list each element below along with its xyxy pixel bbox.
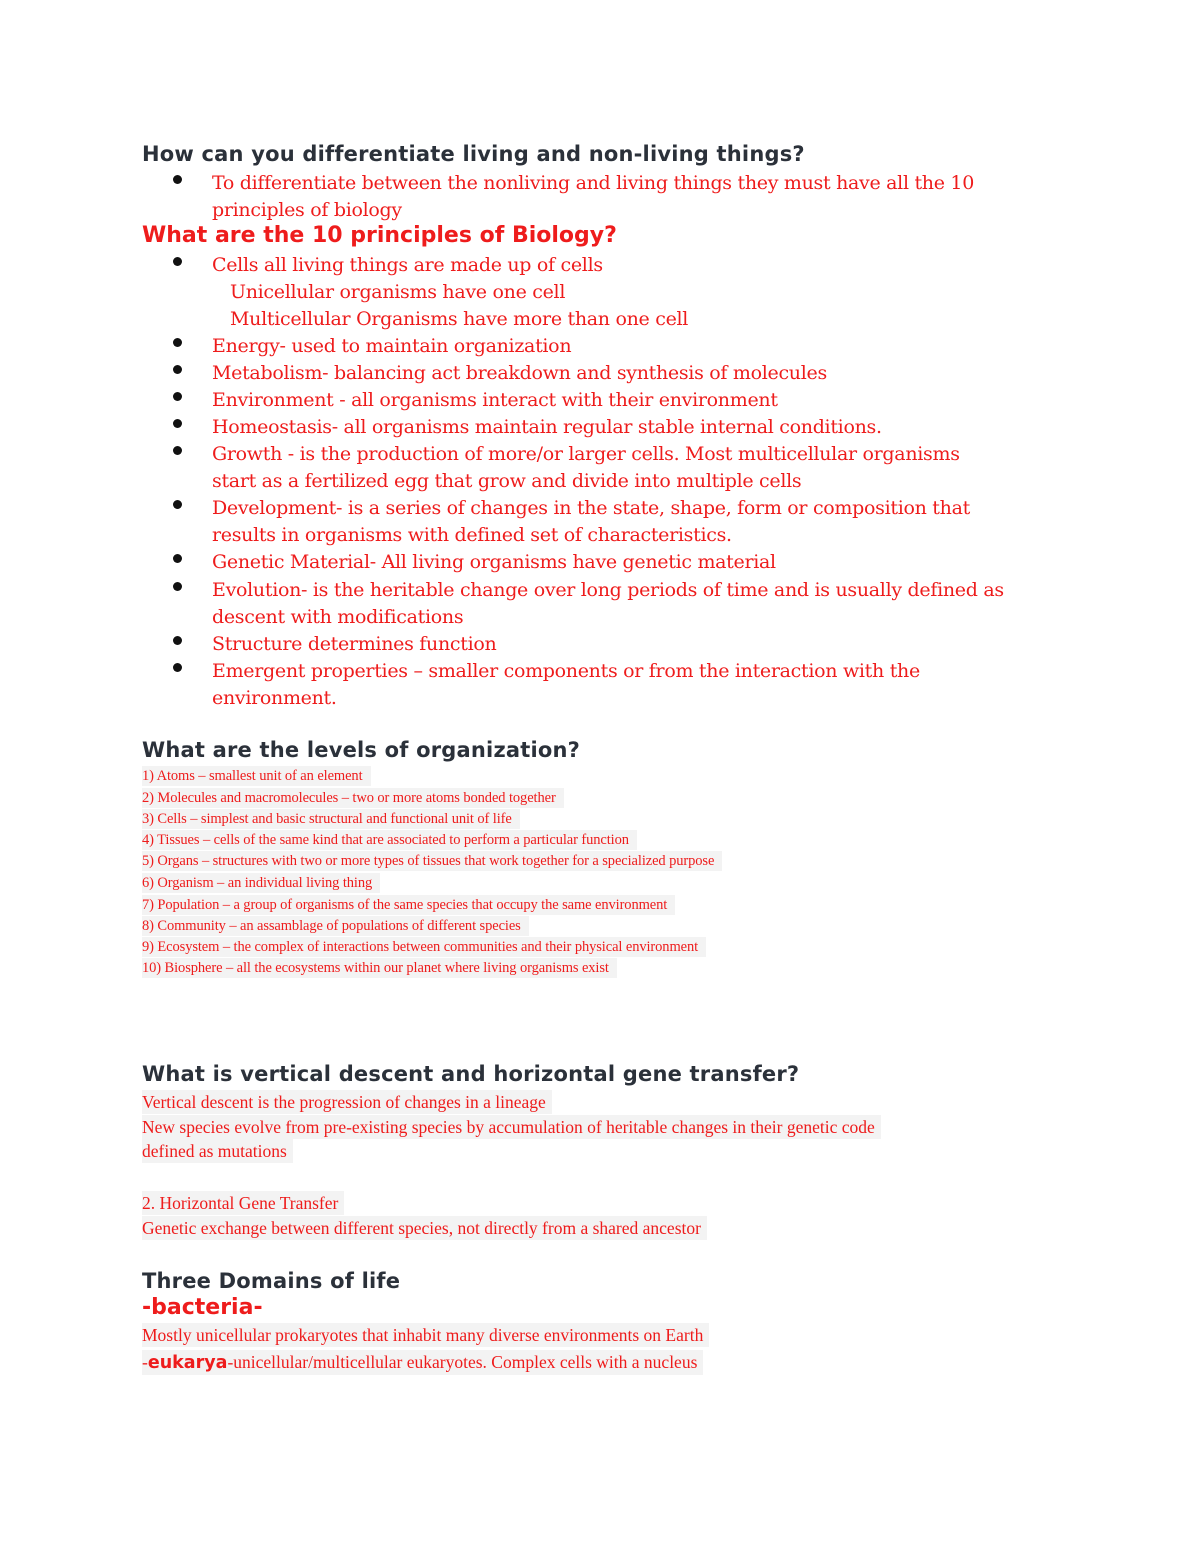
descent-line: Genetic exchange between different species, not directly from a shared ancestor xyxy=(142,1216,707,1240)
principle-text-cont: start as a fertilized egg that grow and divide into multiple cells xyxy=(212,470,802,492)
answer-line-2: principles of biology xyxy=(212,199,402,221)
principle-subitem: Multicellular Organisms have more than one cell xyxy=(230,308,689,330)
domain-bacteria-label: -bacteria- xyxy=(142,1295,263,1320)
descent-line: defined as mutations xyxy=(142,1139,293,1163)
level-item: 2) Molecules and macromolecules – two or more atoms bonded together xyxy=(142,788,564,808)
bullet-icon xyxy=(173,175,182,184)
domain-eukarya xyxy=(142,1350,703,1375)
eukarya-prefix: - xyxy=(142,1352,148,1372)
principle-item: Metabolism- balancing act breakdown and synthesis of molecules xyxy=(212,362,827,384)
level-item: 1) Atoms – smallest unit of an element xyxy=(142,766,371,786)
level-item: 10) Biosphere – all the ecosystems within our planet where living organisms exist xyxy=(142,958,617,978)
level-item: 3) Cells – simplest and basic structural and functional unit of life xyxy=(142,809,520,829)
principle-item: Structure determines function xyxy=(212,633,497,655)
bullet-icon xyxy=(173,419,182,428)
bullet-icon xyxy=(173,663,182,672)
level-item: 8) Community – an assamblage of populations of different species xyxy=(142,916,529,936)
principle-item xyxy=(212,441,1092,495)
principle-text: Evolution- is the heritable change over long periods of time and is usually defined as xyxy=(212,579,1004,601)
bullet-icon xyxy=(173,257,182,266)
principle-item: Homeostasis- all organisms maintain regular stable internal conditions. xyxy=(212,416,882,438)
descent-line: New species evolve from pre-existing species by accumulation of heritable changes in their genetic code xyxy=(142,1115,881,1139)
bullet-icon xyxy=(173,365,182,374)
bullet-icon xyxy=(173,338,182,347)
level-item: 4) Tissues – cells of the same kind that are associated to perform a particular function xyxy=(142,830,637,850)
domain-eukarya-desc: -unicellular/multicellular eukaryotes. Complex cells with a nucleus xyxy=(227,1352,698,1372)
principle-item: Cells all living things are made up of cells xyxy=(212,254,603,276)
principle-item: Energy- used to maintain organization xyxy=(212,335,572,357)
heading-principles: What are the 10 principles of Biology? xyxy=(142,223,617,248)
bullet-icon xyxy=(173,636,182,645)
level-item: 5) Organs – structures with two or more types of tissues that work together for a specialized purpose xyxy=(142,851,722,871)
principle-text-cont: descent with modifications xyxy=(212,606,464,628)
level-item: 7) Population – a group of organisms of the same species that occupy the same environment xyxy=(142,895,675,915)
bullet-icon xyxy=(173,554,182,563)
principle-text: Development- is a series of changes in the state, shape, form or composition that xyxy=(212,497,970,519)
principle-item: Environment - all organisms interact with their environment xyxy=(212,389,778,411)
bullet-icon xyxy=(173,446,182,455)
domain-bacteria-desc: Mostly unicellular prokaryotes that inhabit many diverse environments on Earth xyxy=(142,1323,709,1347)
principle-item: Genetic Material- All living organisms have genetic material xyxy=(212,551,776,573)
domain-eukarya-label: eukarya xyxy=(147,1353,228,1373)
principle-item xyxy=(212,577,1092,631)
principle-text: Emergent properties – smaller components or from the interaction with the xyxy=(212,660,920,682)
bullet-icon xyxy=(173,500,182,509)
answer-line-1: To differentiate between the nonliving and living things they must have all the 10 xyxy=(212,172,974,194)
principle-text-cont: results in organisms with defined set of characteristics. xyxy=(212,524,732,546)
heading-levels: What are the levels of organization? xyxy=(142,738,581,762)
descent-line: 2. Horizontal Gene Transfer xyxy=(142,1191,344,1215)
level-item: 9) Ecosystem – the complex of interactions between communities and their physical environment xyxy=(142,937,706,957)
level-item: 6) Organism – an individual living thing xyxy=(142,873,380,893)
principle-item xyxy=(212,495,1092,549)
heading-domains: Three Domains of life xyxy=(142,1269,401,1293)
principle-text: Growth - is the production of more/or larger cells. Most multicellular organisms xyxy=(212,443,960,465)
heading-differentiate: How can you differentiate living and non-living things? xyxy=(142,142,805,166)
heading-descent: What is vertical descent and horizontal gene transfer? xyxy=(142,1062,800,1086)
principle-subitem: Unicellular organisms have one cell xyxy=(230,281,566,303)
principle-text-cont: environment. xyxy=(212,687,337,709)
principle-item xyxy=(212,658,1092,712)
bullet-icon xyxy=(173,392,182,401)
answer-differentiate xyxy=(212,170,1092,224)
bullet-icon xyxy=(173,582,182,591)
descent-line: Vertical descent is the progression of changes in a lineage xyxy=(142,1090,552,1114)
